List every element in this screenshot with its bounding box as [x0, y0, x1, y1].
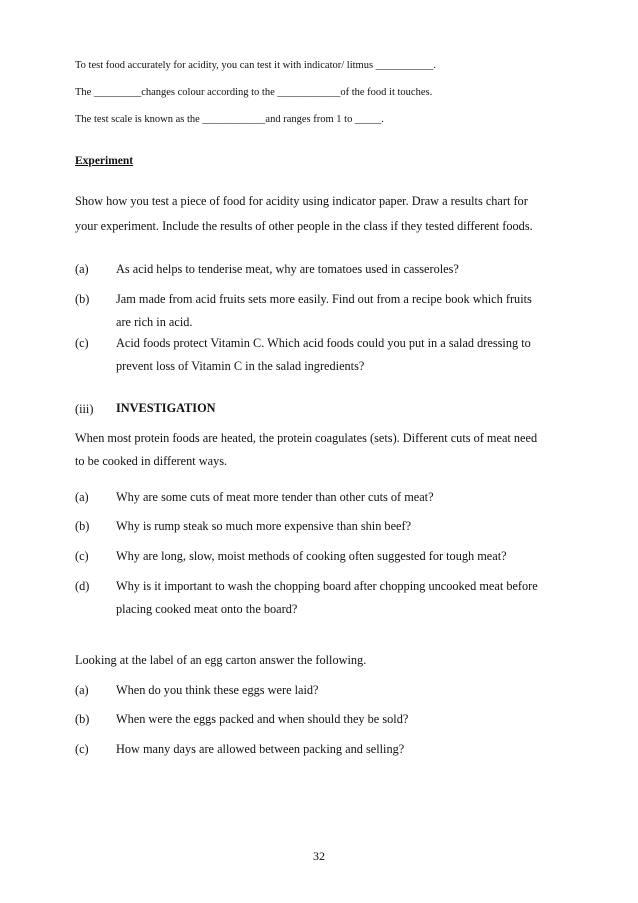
experiment-intro-line-2: your experiment. Include the results of other people in the class if they tested different foods. — [75, 219, 533, 233]
question-label: (a) — [75, 262, 89, 276]
question-text: Why are long, slow, moist methods of cooking often suggested for tough meat? — [116, 549, 507, 563]
experiment-heading: Experiment — [75, 155, 134, 167]
question-label: (a) — [75, 490, 89, 504]
question-text: How many days are allowed between packing and selling? — [116, 742, 405, 756]
question-label: (c) — [75, 336, 89, 350]
question-text: Acid foods protect Vitamin C. Which acid foods could you put in a salad dressing to — [116, 336, 531, 350]
question-text: Jam made from acid fruits sets more easily. Find out from a recipe book which fruits — [116, 292, 532, 306]
question-text-continued: prevent loss of Vitamin C in the salad ingredients? — [116, 359, 365, 373]
question-label: (a) — [75, 683, 89, 697]
question-text: Why is rump steak so much more expensive than shin beef? — [116, 519, 412, 533]
experiment-intro-line-1: Show how you test a piece of food for acidity using indicator paper. Draw a results chart for — [75, 194, 528, 208]
egg-carton-intro: Looking at the label of an egg carton answer the following. — [75, 653, 367, 667]
question-text: When do you think these eggs were laid? — [116, 683, 319, 697]
question-label: (c) — [75, 549, 89, 563]
question-text: Why is it important to wash the chopping board after chopping uncooked meat before — [116, 579, 538, 593]
investigation-number: (iii) — [75, 402, 94, 416]
question-label: (d) — [75, 579, 90, 593]
question-text: Why are some cuts of meat more tender than other cuts of meat? — [116, 490, 434, 504]
fill-in-line-1: To test food accurately for acidity, you can test it with indicator/ litmus ___________. — [75, 60, 437, 71]
investigation-intro-line-2: to be cooked in different ways. — [75, 454, 228, 468]
fill-in-line-3: The test scale is known as the ____________and ranges from 1 to _____. — [75, 114, 384, 125]
question-text: When were the eggs packed and when should they be sold? — [116, 712, 409, 726]
investigation-intro-line-1: When most protein foods are heated, the protein coagulates (sets). Different cuts of meat need — [75, 431, 538, 445]
question-label: (c) — [75, 742, 89, 756]
question-text-continued: placing cooked meat onto the board? — [116, 602, 298, 616]
question-text: As acid helps to tenderise meat, why are tomatoes used in casseroles? — [116, 262, 459, 276]
question-label: (b) — [75, 519, 90, 533]
question-label: (b) — [75, 292, 90, 306]
page-number: 32 — [313, 849, 325, 863]
investigation-heading: INVESTIGATION — [116, 401, 216, 415]
question-label: (b) — [75, 712, 90, 726]
fill-in-line-2: The _________changes colour according to the ____________of the food it touches. — [75, 87, 433, 98]
question-text-continued: are rich in acid. — [116, 315, 193, 329]
